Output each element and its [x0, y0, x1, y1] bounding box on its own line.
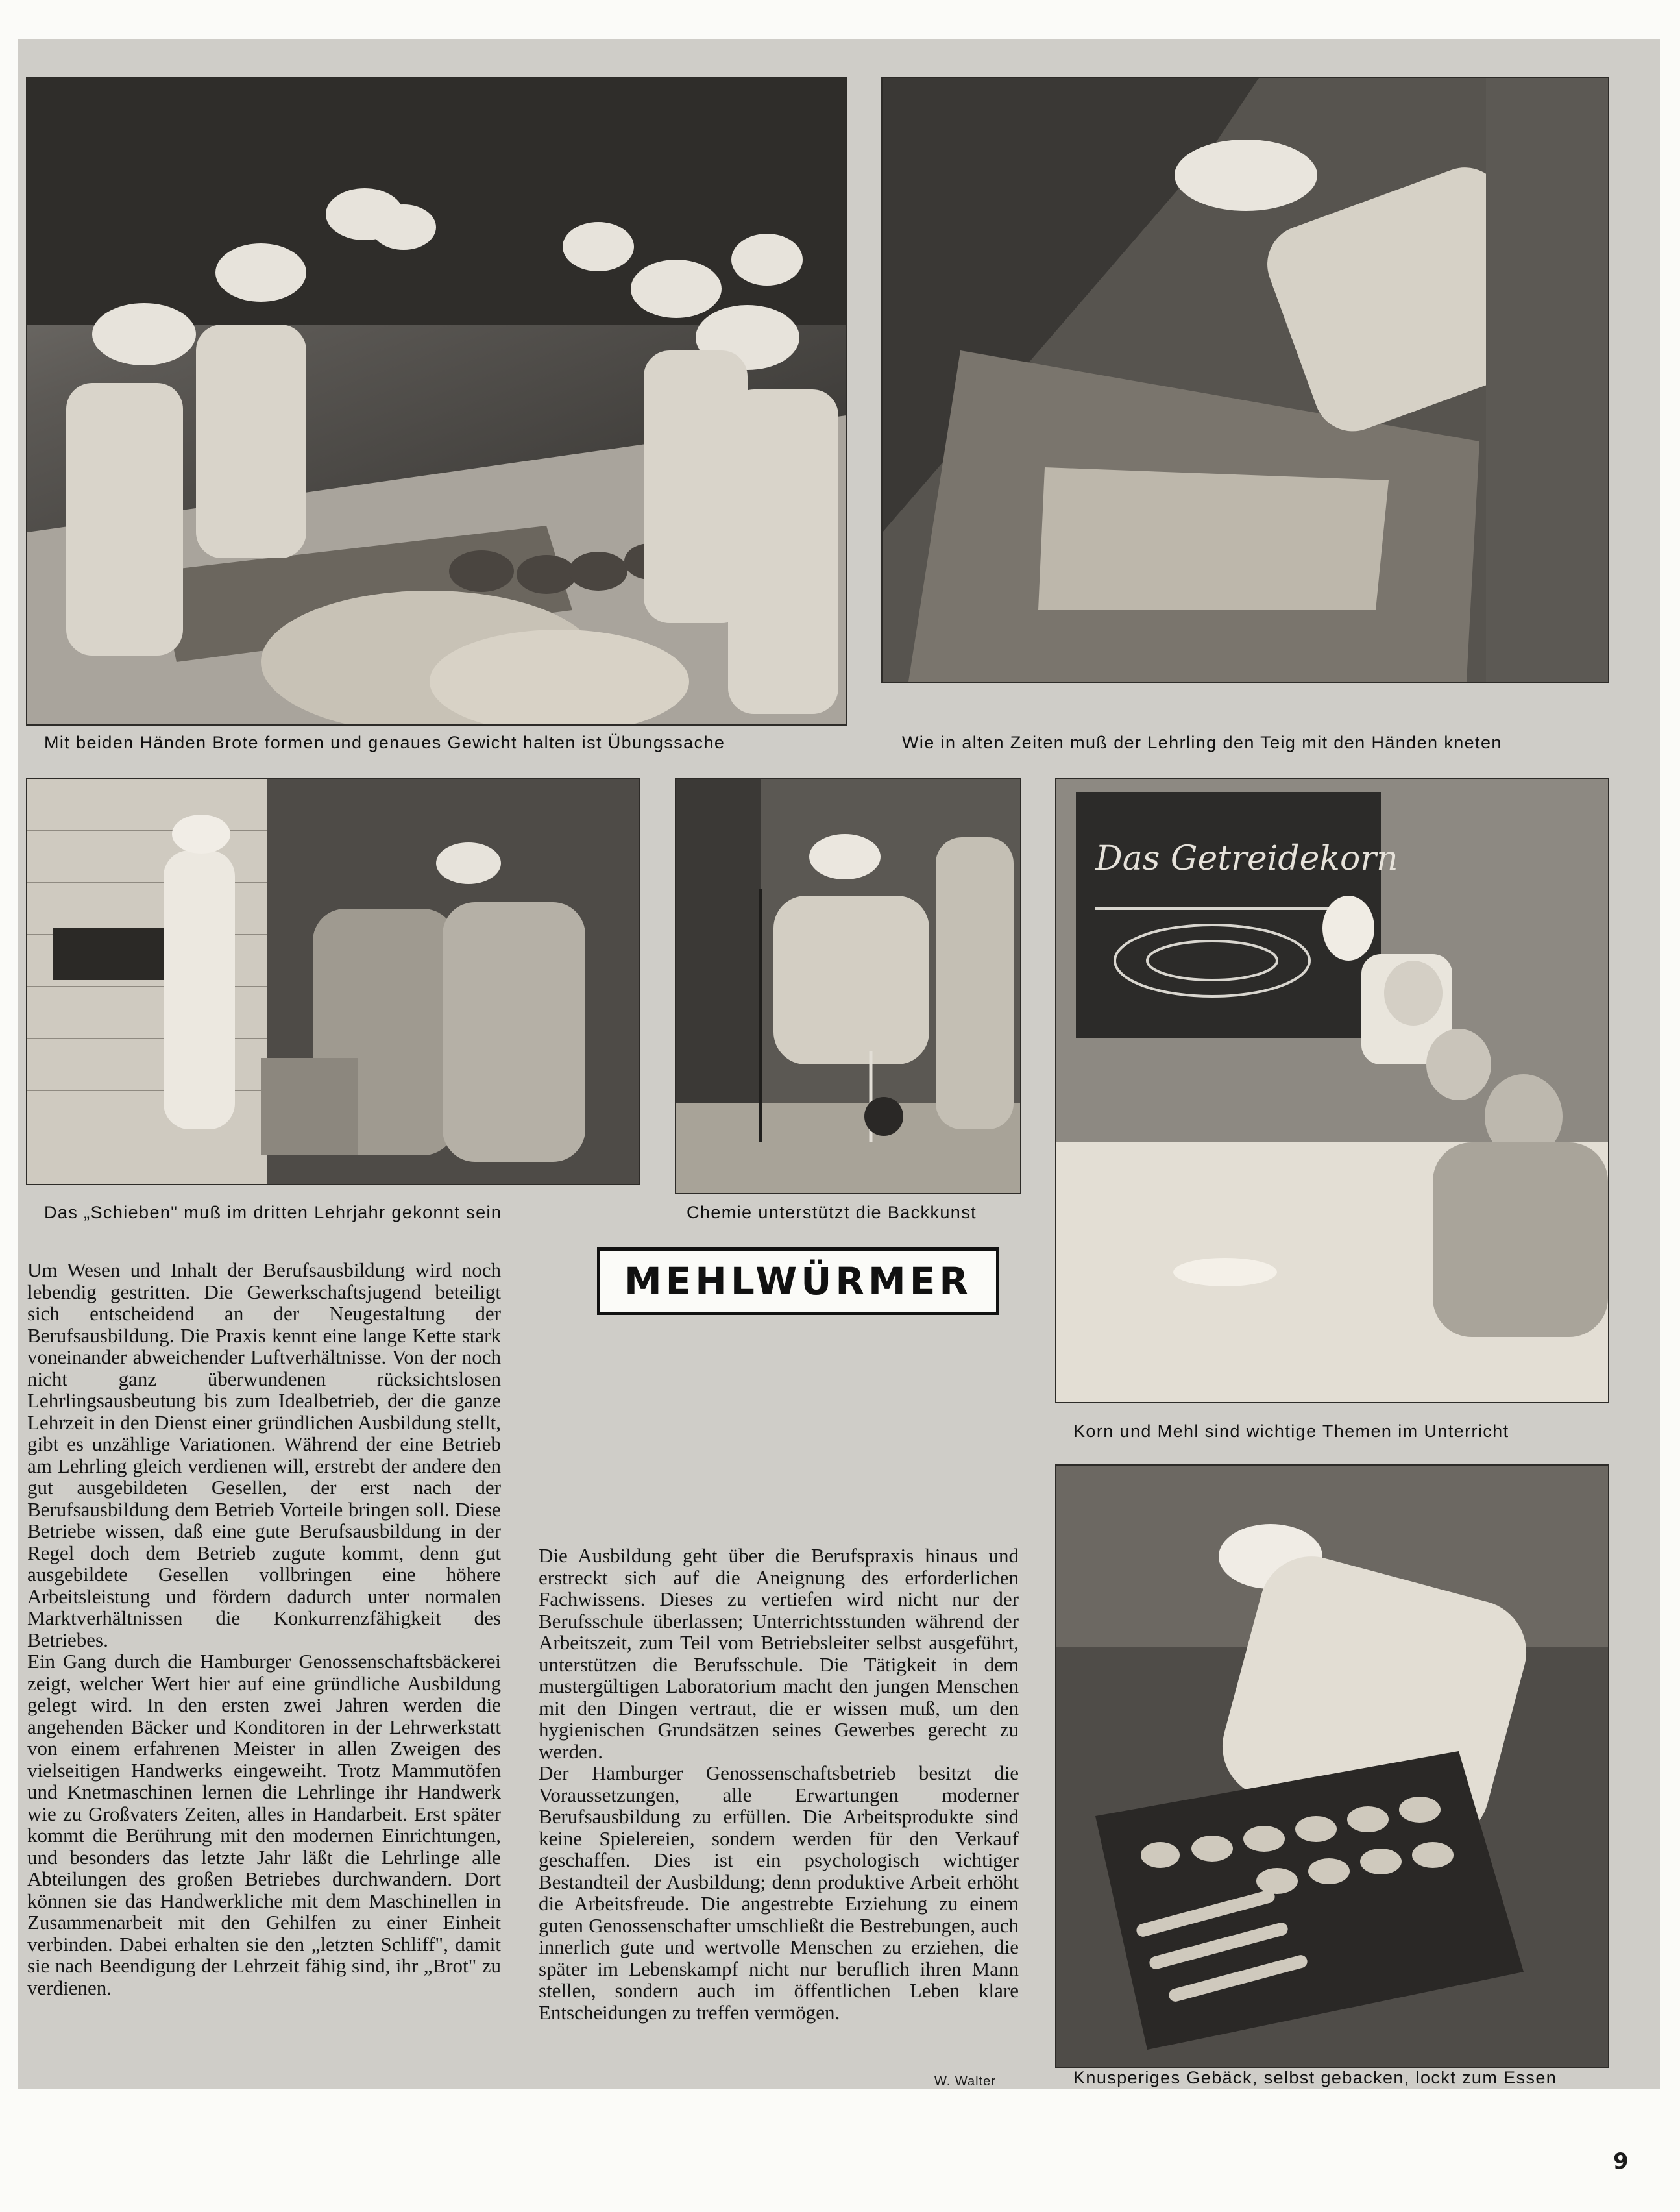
article-paragraph-1: Um Wesen und Inhalt der Berufsausbildung wird noch lebendig gestritten. Die Gewerkschaftsjugend beteiligt sich entscheidend an der Neugestaltung der Berufsausbildung. Die Praxis kennt eine lange Kette stark voneinander abweichender Luftverhältnisse. Von der noch nicht ganz überwundenen rücksichtslosen Lehrlingsausbeutung bis zum Idealbetrieb, der die ganze Lehrzeit in den Dienst einer gründlichen Ausbildung stellt, gibt es unzählige Variationen. Während der eine Betrieb am Lehrling gleich verdienen will, erstrebt der andere den gut ausgebildeten Gesellen, der erst nach der Berufsausbildung dem Betrieb Vorteile bringen soll. Diese Betriebe wissen, daß eine gute Berufsausbildung in der Regel doch dem Betrieb zugute kommt, denn gut ausgebildete Gesellen vollbringen eine höhere Arbeitsleistung und fördern dadurch unter normalen Marktverhältnissen die Konkurrenzfähigkeit des Betriebes.: [27, 1259, 501, 1651]
caption-photo1: Mit beiden Händen Brote formen und genaues Gewicht halten ist Übungssache: [44, 733, 725, 752]
article-paragraph-4: Der Hamburger Genossenschaftsbetrieb besitzt die Voraussetzungen, alle Erwartungen moderner Berufsausbildung zu erfüllen. Die Arbeitsprodukte sind keine Spielereien, sondern werden für den Verkauf geschaffen. Dies ist ein psychologisch wichtiger Bestandteil der Ausbildung; denn produktive Arbeit erhöht die Arbeitsfreude. Die angestrebte Erziehung zu einem guten Genossenschafter umschließt die Bestrebungen, auch innerlich gute und wertvolle Menschen zu erziehen, die später im Lebenskampf nicht nur beruflich ihren Mann stellen, sondern auch im öffentlichen Leben klare Entscheidungen zu treffen vermögen.: [539, 1762, 1019, 2024]
photo-oven: [26, 778, 640, 1185]
caption-photo3: Das „Schieben" muß im dritten Lehrjahr gekonnt sein: [44, 1203, 502, 1222]
caption-photo5: Korn und Mehl sind wichtige Themen im Unterricht: [1073, 1421, 1509, 1441]
article-paragraph-2: Ein Gang durch die Hamburger Genossenschaftsbäckerei zeigt, welcher Wert hier auf eine gründliche Ausbildung gelegt wird. In den ersten zwei Jahren werden die angehenden Bäcker und Konditoren in der Lehrwerkstatt von einem erfahrenen Meister in allen Zweigen des vielseitigen Handwerks eingeweiht. Trotz Mammutöfen und Knetmaschinen lernen die Lehrlinge ihr Handwerk wie zu Großvaters Zeiten, alles in Handarbeit. Erst später kommt die Berührung mit den modernen Einrichtungen, und besonders das letzte Jahr läßt die Lehrlinge alle Abteilungen des großen Betriebes durchwandern. Dort können sie das Handwerkliche mit dem Maschinellen in Zusammenarbeit mit den Gehilfen zu einer Einheit verbinden. Dabei erhalten sie den „letzten Schliff", damit sie nach Beendigung der Lehrzeit fähig sind, ihr „Brot" zu verdienen.: [27, 1650, 501, 1999]
photo-kneading: [881, 77, 1609, 683]
caption-photo6: Knusperiges Gebäck, selbst gebacken, lockt zum Essen: [1073, 2068, 1557, 2087]
blackboard-text: Das Getreidekorn: [1095, 839, 1398, 878]
photo-chemistry: [675, 778, 1021, 1194]
chemistry-illustration: [676, 779, 1020, 1193]
baked-goods-illustration: [1056, 1466, 1608, 2067]
author-signature: W. Walter: [934, 2074, 996, 2089]
photo-bread-shaping: [26, 77, 847, 726]
page-number: 9: [1613, 2148, 1629, 2174]
article-paragraph-3: Die Ausbildung geht über die Berufspraxis hinaus und erstreckt sich auf die Aneignung des erforderlichen Fachwissens. Dieses zu vertiefen wird nicht nur der Berufsschule überlassen; Unterrichtsstunden während der Arbeitszeit, zum Teil vom Betriebsleiter selbst ausgeführt, unterstützen die Berufsschule. Die Tätigkeit in dem mustergültigen Laboratorium macht den jungen Menschen mit den Dingen vertraut, die er wissen muß, um den hygienischen Grundsätzen seines Gewerbes gerecht zu werden.: [539, 1544, 1019, 1763]
photo-baked-goods: [1055, 1464, 1609, 2068]
caption-photo2: Wie in alten Zeiten muß der Lehrling den Teig mit den Händen kneten: [902, 733, 1502, 752]
classroom-illustration: [1056, 779, 1608, 1402]
article-title: MEHLWÜRMER: [624, 1259, 973, 1303]
kneading-illustration: [883, 78, 1608, 682]
photo-classroom: [1055, 778, 1609, 1403]
oven-illustration: [27, 779, 639, 1184]
article-column-middle: [539, 1545, 1019, 2103]
caption-photo4: Chemie unterstützt die Backkunst: [687, 1203, 977, 1222]
article-title-box: [597, 1247, 999, 1315]
article-column-left: [27, 1259, 501, 2103]
bread-shaping-illustration: [27, 78, 846, 724]
